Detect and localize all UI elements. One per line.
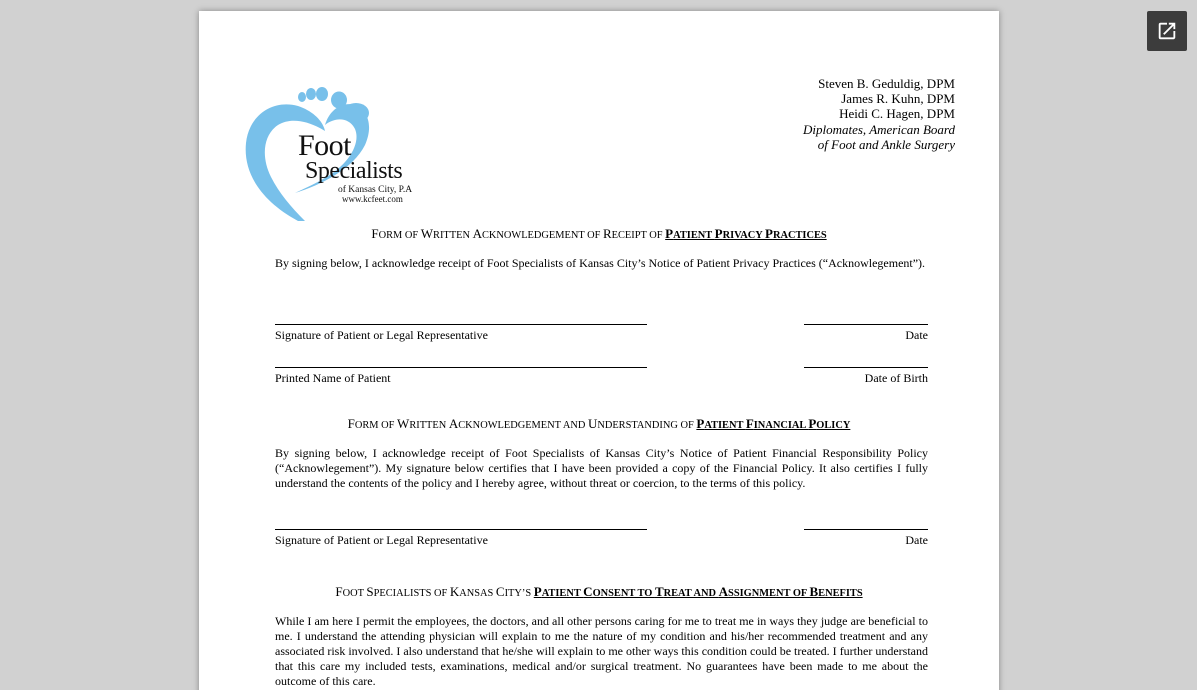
financial-acknowledgement-text: By signing below, I acknowledge receipt of Foot Specialists of Kansas City’s Notice of Patient Financial Responsibility Policy (“Acknowlegement”). My signature below certifies that I have been provided a copy of the Financial Policy. It also certifies I fully understand the contents of the policy and I hereby agree, without threat or coercion, to the terms of this policy. bbox=[275, 446, 928, 490]
date-label: Date bbox=[905, 328, 928, 342]
logo-text-location: of Kansas City, P.A bbox=[338, 185, 413, 195]
privacy-acknowledgement-text: By signing below, I acknowledge receipt of Foot Specialists of Kansas City’s Notice of Patient Privacy Practices (“Acknowlegement”). bbox=[275, 256, 926, 270]
logo-text-url: www.kcfeet.com bbox=[342, 194, 403, 204]
section-financial-title bbox=[199, 416, 999, 434]
title-prefix: FORM OF WRITTEN ACKNOWLEDGEMENT AND UNDERSTANDING OF bbox=[347, 416, 697, 431]
doctors-block bbox=[803, 76, 955, 152]
date-label: Date bbox=[905, 533, 928, 547]
signature-label: Signature of Patient or Legal Representative bbox=[275, 533, 488, 547]
date-line[interactable] bbox=[804, 324, 928, 325]
section-consent-title bbox=[199, 584, 999, 602]
printed-name-label: Printed Name of Patient bbox=[275, 371, 391, 385]
date-of-birth-label: Date of Birth bbox=[864, 371, 928, 385]
doctor-name: James R. Kuhn, DPM bbox=[841, 91, 955, 107]
doctor-name: Heidi C. Hagen, DPM bbox=[839, 106, 955, 122]
title-emphasis: PATIENT CONSENT TO TREAT AND ASSIGNMENT OF BENEFITS bbox=[533, 584, 863, 599]
open-in-new-window-button[interactable] bbox=[1147, 11, 1187, 51]
signature-line[interactable] bbox=[275, 324, 647, 325]
open-in-new-icon bbox=[1156, 20, 1178, 42]
section-privacy-title bbox=[199, 226, 999, 244]
title-prefix: FOOT SPECIALISTS OF KANSAS CITY’S bbox=[335, 584, 534, 599]
title-emphasis: PATIENT FINANCIAL POLICY bbox=[696, 416, 851, 431]
logo-text-foot: Foot bbox=[298, 129, 352, 162]
signature-line[interactable] bbox=[275, 529, 647, 530]
date-of-birth-line[interactable] bbox=[804, 367, 928, 368]
document-page bbox=[199, 11, 999, 690]
board-certification-line1: Diplomates, American Board bbox=[802, 121, 955, 137]
board-certification-line2: of Foot and Ankle Surgery bbox=[817, 136, 955, 152]
title-prefix: FORM OF WRITTEN ACKNOWLEDGEMENT OF RECEIPT OF bbox=[371, 226, 666, 241]
title-emphasis: PATIENT PRIVACY PRACTICES bbox=[665, 226, 827, 241]
doctor-name: Steven B. Geduldig, DPM bbox=[818, 76, 955, 91]
printed-name-line[interactable] bbox=[275, 367, 647, 368]
signature-label: Signature of Patient or Legal Representative bbox=[275, 328, 488, 342]
consent-to-treat-text: While I am here I permit the employees, the doctors, and all other persons caring for me to treat me in ways they judge are beneficial to me. I understand the attending physician will explain to me the nature of my condition and his/her recommended treatment and any associated risk involved. I also understand that he/she will explain to me other ways this condition could be treated. I further understand that this care my included tests, examinations, medical and/or surgical treatment. No guarantees have been made to me about the outcome of this care. bbox=[275, 614, 928, 688]
logo-text-specialists: Specialists bbox=[305, 158, 403, 184]
practice-logo bbox=[243, 73, 423, 223]
date-line[interactable] bbox=[804, 529, 928, 530]
